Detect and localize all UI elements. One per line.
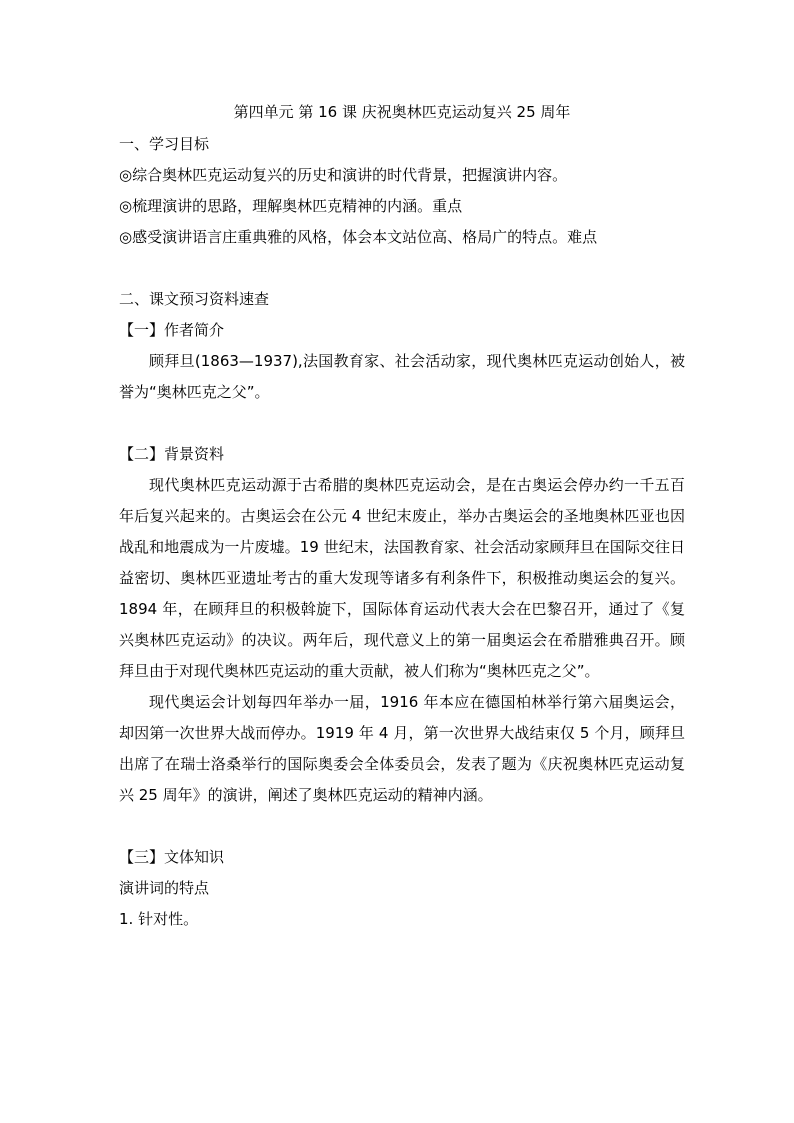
genre-item-1: 1. 针对性。 bbox=[119, 910, 199, 928]
document-title: 第四单元 第 16 课 庆祝奥林匹克运动复兴 25 周年 bbox=[233, 103, 571, 121]
author-intro-paragraph: 顾拜旦(1863—1937),法国教育家、社会活动家，现代奥林匹克运动创始人，被誉为“奥林匹克之父”。 bbox=[119, 352, 685, 401]
subheading-background: 【二】背景资料 bbox=[119, 445, 225, 463]
section-heading-learning-goals: 一、学习目标 bbox=[119, 135, 210, 153]
subheading-author: 【一】作者简介 bbox=[119, 321, 225, 339]
subheading-genre: 【三】文体知识 bbox=[119, 848, 225, 866]
section-heading-preview: 二、课文预习资料速查 bbox=[119, 290, 270, 308]
learning-goal-2: ◎梳理演讲的思路，理解奥林匹克精神的内涵。重点 bbox=[119, 197, 463, 215]
background-paragraph-2: 现代奥运会计划每四年举办一届，1916 年本应在德国柏林举行第六届奥运会，却因第一次世界大战而停办。1919 年 4 月，第一次世界大战结束仅 5 个月，顾拜旦出席了在瑞士洛桑举行的国际奥委会全体委员会，发表了题为《庆祝奥林匹克运动复兴 25 周年》的演讲，阐述了奥林匹克运动的精神内涵。 bbox=[119, 693, 685, 804]
genre-subheading: 演讲词的特点 bbox=[119, 879, 210, 897]
background-paragraph-1: 现代奥林匹克运动源于古希腊的奥林匹克运动会，是在古奥运会停办约一千五百年后复兴起来的。古奥运会在公元 4 世纪末废止，举办古奥运会的圣地奥林匹亚也因战乱和地震成为一片废墟。19 世纪末，法国教育家、社会活动家顾拜旦在国际交往日益密切、奥林匹亚遗址考古的重大发现等诸多有利条件下，积极推动奥运会的复兴。1894 年，在顾拜旦的积极斡旋下，国际体育运动代表大会在巴黎召开，通过了《复兴奥林匹克运动》的决议。两年后，现代意义上的第一届奥运会在希腊雅典召开。顾拜旦由于对现代奥林匹克运动的重大贡献，被人们称为“奥林匹克之父”。 bbox=[119, 476, 685, 680]
learning-goal-3: ◎感受演讲语言庄重典雅的风格，体会本文站位高、格局广的特点。难点 bbox=[119, 228, 598, 246]
learning-goal-1: ◎综合奥林匹克运动复兴的历史和演讲的时代背景，把握演讲内容。 bbox=[119, 166, 568, 184]
spacer bbox=[119, 811, 685, 842]
spacer bbox=[119, 408, 685, 439]
document-content bbox=[119, 99, 685, 935]
spacer bbox=[119, 253, 685, 284]
